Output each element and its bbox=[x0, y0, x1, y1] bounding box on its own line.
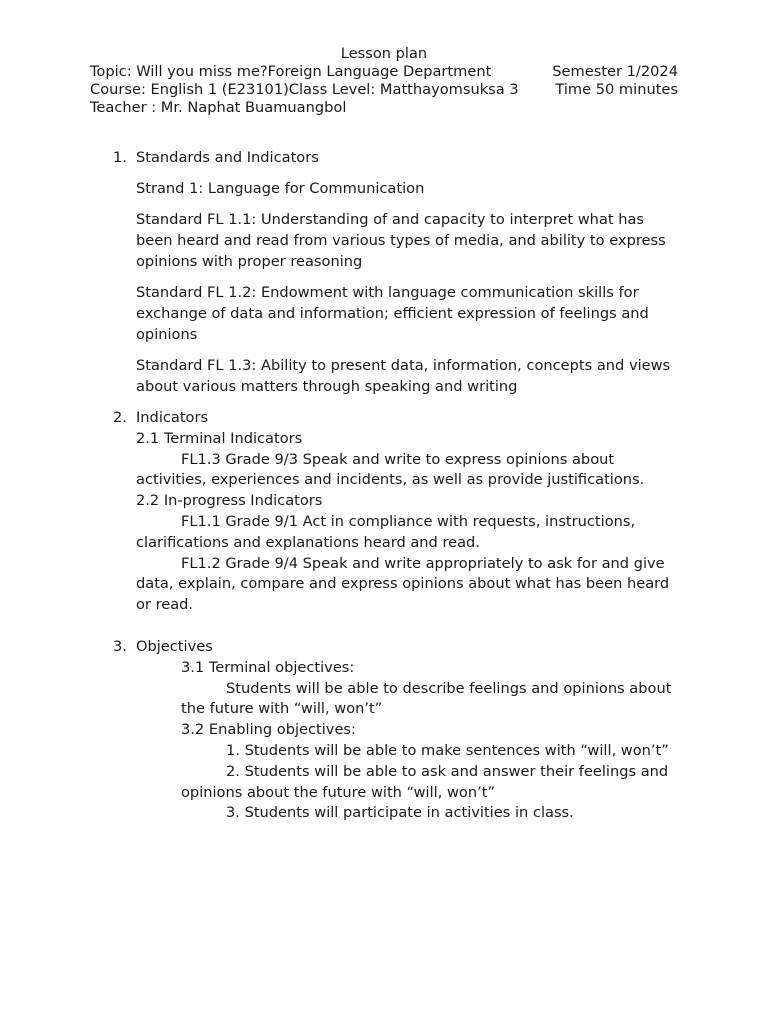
indicator-item: FL1.3 Grade 9/3 Speak and write to express opinions about activities, experiences and incidents, as well as provide justifications. bbox=[136, 450, 645, 489]
indicator-item: FL1.2 Grade 9/4 Speak and write appropriately to ask for and give data, explain, compare and express opinions about what has been heard or read. bbox=[136, 554, 670, 614]
course-row bbox=[90, 81, 678, 99]
strand-paragraph bbox=[113, 179, 683, 200]
strand-text: Strand 1: Language for Communication bbox=[136, 180, 425, 197]
subsection-heading: 2.1 Terminal Indicators bbox=[136, 429, 303, 447]
subsection-heading: 3.2 Enabling objectives: bbox=[181, 721, 356, 739]
objective-item: 2. Students will be able to ask and answer their feelings and opinions about the future with “will, won’t” bbox=[181, 762, 669, 801]
standard-fl-1-1 bbox=[113, 210, 683, 272]
semester-text: Semester 1/2024 bbox=[552, 63, 678, 80]
section-number: 3. bbox=[113, 638, 127, 655]
section-indicators bbox=[113, 408, 683, 616]
standard-text: Standard FL 1.3: Ability to present data, information, concepts and views about various matters through speaking and writing bbox=[136, 357, 671, 395]
section-heading: Objectives bbox=[136, 638, 213, 655]
indicator-item: FL1.1 Grade 9/1 Act in compliance with requests, instructions, clarifications and explanations heard and read. bbox=[136, 512, 636, 551]
topic-row bbox=[90, 63, 678, 81]
lesson-plan-title: Lesson plan bbox=[340, 45, 428, 62]
document-header bbox=[90, 45, 678, 117]
objective-item: 1. Students will be able to make sentences with “will, won’t” bbox=[226, 741, 669, 759]
standard-text: Standard FL 1.1: Understanding of and capacity to interpret what has been heard and read from various types of media, and ability to express opinions with proper reasoning bbox=[136, 211, 666, 270]
section-heading: Indicators bbox=[136, 409, 209, 426]
section-number: 1. bbox=[113, 149, 127, 166]
topic-text: Topic: Will you miss me?Foreign Language Department bbox=[90, 63, 492, 80]
teacher-text: Teacher : Mr. Naphat Buamuangbol bbox=[90, 99, 347, 116]
section-objectives bbox=[113, 637, 683, 824]
subsection-heading: 2.2 In-progress Indicators bbox=[136, 492, 323, 510]
course-text: Course: English 1 (E23101)Class Level: Matthayomsuksa 3 bbox=[90, 81, 519, 98]
section-standards bbox=[113, 148, 683, 169]
standard-fl-1-3 bbox=[113, 356, 683, 398]
time-text: Time 50 minutes bbox=[555, 81, 678, 98]
section-heading: Standards and Indicators bbox=[136, 149, 319, 166]
objective-item: Students will be able to describe feelings and opinions about the future with “will, won’t” bbox=[181, 679, 672, 718]
objective-item: 3. Students will participate in activities in class. bbox=[226, 804, 574, 822]
section-number: 2. bbox=[113, 409, 127, 426]
standard-fl-1-2 bbox=[113, 283, 683, 345]
subsection-heading: 3.1 Terminal objectives: bbox=[181, 658, 355, 676]
standard-text: Standard FL 1.2: Endowment with language communication skills for exchange of data and information; efficient expression of feelings and opinions bbox=[136, 284, 649, 343]
